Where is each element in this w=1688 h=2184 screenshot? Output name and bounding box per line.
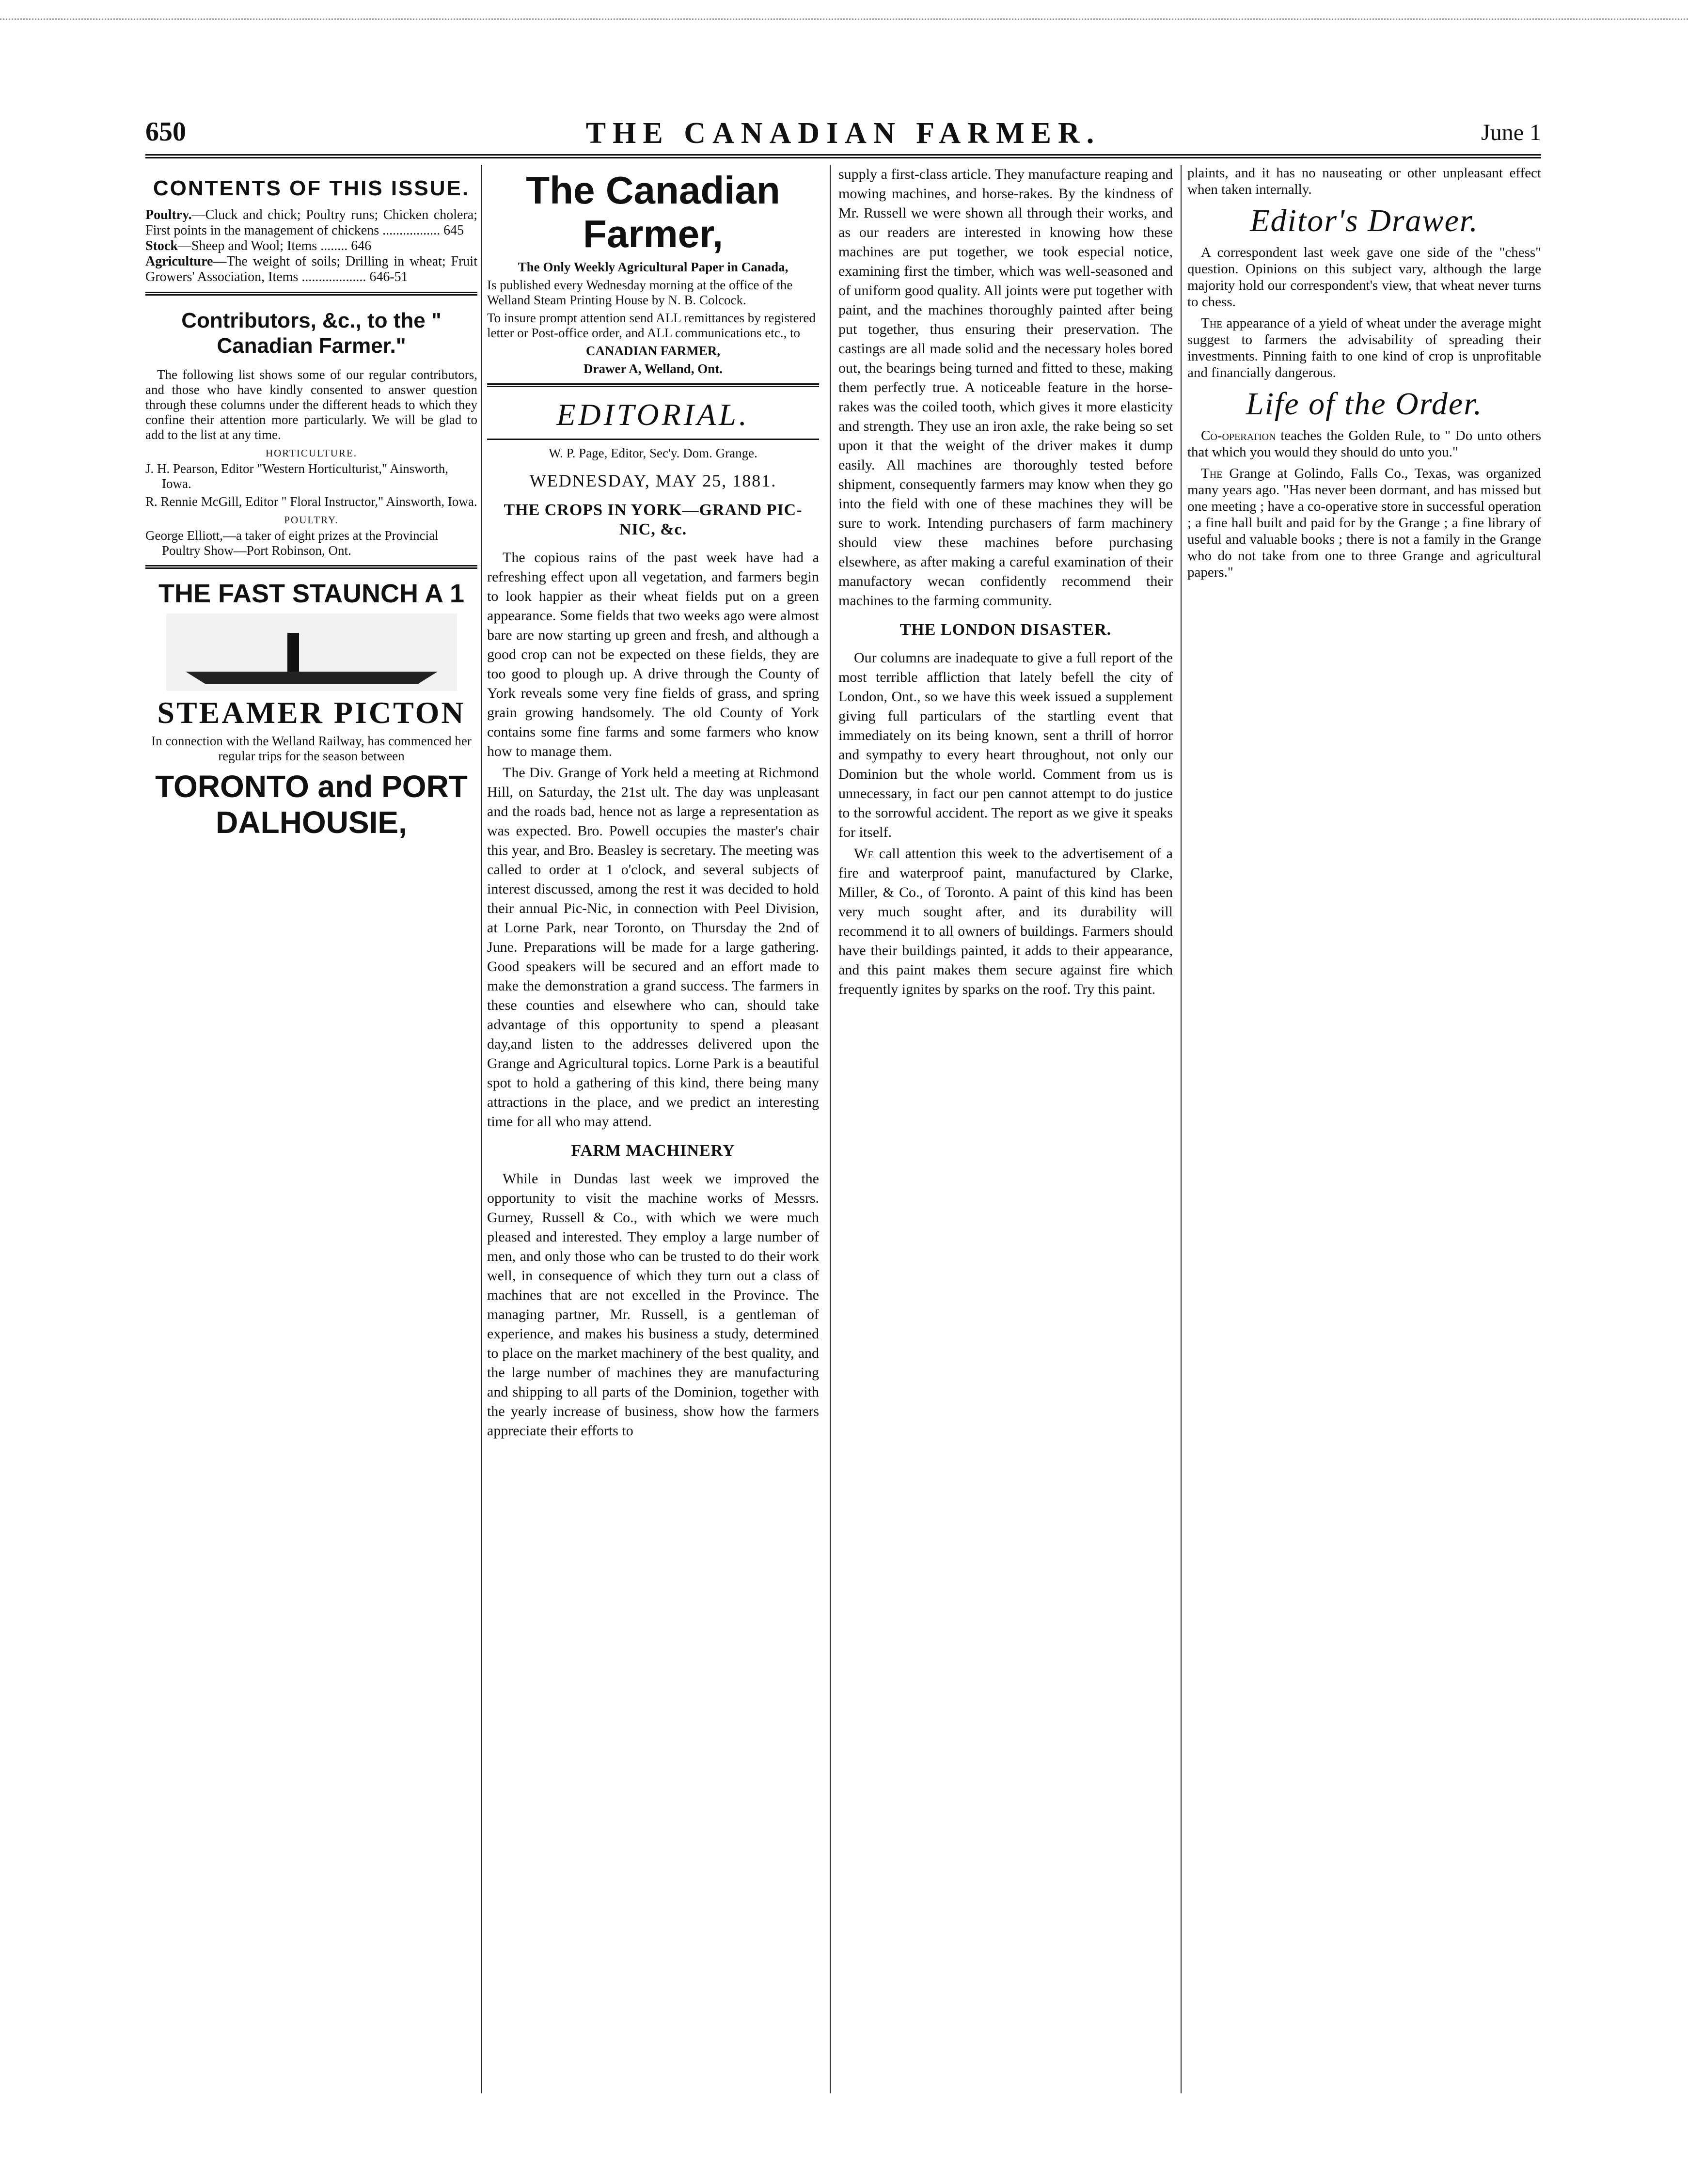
contributors-intro: The following list shows some of our regular contributors, and those who have kindly consented to answer question through these columns under the different heads to which they confine their attention more particularly. We will be glad to add to the list at any time. bbox=[145, 367, 477, 442]
article-paragraph: The Div. Grange of York held a meeting at Richmond Hill, on Saturday, the 21st ult. The day was unpleasant and the roads bad, hence not as large a representation as was expected. Bro. Powell occupies the master's chair this year, and Bro. Beasley is secretary. The meeting was called to order at 1 o'clock, and several subjects of interest discussed, among the rest it was decided to hold their annual Pic-Nic, in connection with Peel Division, at Lorne Park, near Toronto, on Thursday the 2nd of June. Preparations will be made for a large gathering. Good speakers will be secured and an effort made to make the demonstration a grand success. The farmers in these counties and elsewhere who can, should take advantage of this opportunity to spend a pleasant day,and listen to the addresses delivered upon the Grange and Agricultural topics. Lorne Park is a beautiful spot to hold a gathering of this kind, there being many attractions in the place, and we predict an interesting time for all who may attend. bbox=[487, 765, 819, 1130]
steamship-illustration bbox=[166, 613, 457, 691]
contributors-title: Contributors, &c., to the " Canadian Farmer." bbox=[181, 309, 442, 358]
contributor-line: J. H. Pearson, Editor "Western Horticulturist," Ainsworth, Iowa. bbox=[145, 461, 449, 491]
contributor-line: George Elliott,—a taker of eight prizes at the Provincial Poultry Show—Port Robinson, Ont. bbox=[145, 528, 439, 558]
article-paragraph: supply a first-class article. They manufacture reaping and mowing machines, and horse-rakes. By the kindness of Mr. Russell we were shown all through their works, and as our readers are interested in knowing how these machines are put together, we took especial notice, examining first the timber, which was well-seasoned and of uniform good quality. All joints were put together with paint, and the machines thoroughly painted after being put together, thus ensuring their preservation. The castings are all made solid and the necessary holes bored out, the bearings being turned and fitted to these, making them perfectly true. A noticeable feature in the horse-rakes was the coiled tooth, which gives it more elasticity and strength. They use an iron axle, the rake being so set upon it that the weight of the driver makes it dump easily. All machines are thoroughly tested before shipment, consequently farmers may know when they go into the field with one of these machines they will be sure to work. Intending purchasers of farm machinery should view these machines before purchasing elsewhere, as after making a careful examination of their manufactory wecan confidently recommend their machines to the farming community. bbox=[838, 166, 1173, 609]
article-paragraph: The Grange at Golindo, Falls Co., Texas, was organized many years ago. "Has never been dormant, and has missed but one meeting ; have a co-operative store in successful operation ; a fine hall built and paid for by the Grange ; a fine library of useful and valuable books ; there is not a family in the Grange who do not take from one to three Grange and agricultural papers." bbox=[1187, 466, 1541, 580]
contents-list bbox=[145, 207, 477, 285]
scan-edge-line bbox=[0, 18, 1688, 20]
header-rule bbox=[145, 154, 1541, 158]
editor-line: W. P. Page, Editor, Sec'y. Dom. Grange. bbox=[549, 446, 757, 460]
publication-notice: Is published every Wednesday morning at the office of the Welland Steam Printing House by N. B. Colcock. bbox=[487, 278, 793, 307]
article-heading: FARM MACHINERY bbox=[571, 1142, 735, 1160]
column-1 bbox=[145, 165, 477, 2103]
paper-subtitle: The Only Weekly Agricultural Paper in Canada, bbox=[518, 260, 789, 274]
contents-item: Stock—Sheep and Wool; Items ........ 646 bbox=[145, 238, 372, 253]
article-paragraph: A correspondent last week gave one side of the "chess" question. Opinions on this subject vary, although the large majority hold our correspondent's view, that wheat never turns to chess. bbox=[1187, 245, 1541, 310]
article-paragraph: The appearance of a yield of wheat under the average might suggest to farmers the advisability of spreading their investments. Pinning faith to one kind of crop is unprofitable and financially dangerous. bbox=[1187, 315, 1541, 380]
contents-item: Poultry.—Cluck and chick; Poultry runs; Chicken cholera; First points in the management of chickens ................. 645 bbox=[145, 207, 477, 238]
article-paragraph: plaints, and it has no nauseating or other unpleasant effect when taken internally. bbox=[1187, 165, 1541, 197]
editorial-heading: EDITORIAL. bbox=[556, 397, 750, 432]
advert-title: THE FAST STAUNCH A 1 bbox=[158, 579, 465, 608]
section-rule bbox=[145, 565, 477, 569]
column-3 bbox=[838, 165, 1173, 2103]
article-paragraph: Co-operation teaches the Golden Rule, to " Do unto others that which you would they should do unto you." bbox=[1187, 428, 1541, 460]
column-4 bbox=[1187, 165, 1541, 2103]
section-rule bbox=[487, 439, 819, 440]
article-heading: THE LONDON DISASTER. bbox=[899, 621, 1112, 639]
dateline: WEDNESDAY, MAY 25, 1881. bbox=[529, 471, 777, 490]
address-line: CANADIAN FARMER, bbox=[586, 344, 720, 358]
life-of-order-heading: Life of the Order. bbox=[1246, 386, 1483, 422]
article-paragraph: The copious rains of the past week have had a refreshing effect upon all vegetation, and farmers begin to look happier as their wheat fields put on a green appearance. Some fields that two weeks ago were almost bare are now starting up green and fresh, and although a good crop can not be expected on these fields, they are too good to plough up. A drive through the County of York reveals some very fine fields of grass, and spring grain growing handsomely. The old County of York contains some fine farms and some farmers who know how to manage them. bbox=[487, 550, 819, 759]
contrib-section-label: POULTRY. bbox=[284, 514, 339, 526]
column-divider bbox=[830, 165, 831, 2093]
contents-item: Agriculture—The weight of soils; Drilling in wheat; Fruit Growers' Association, Items ................... 646-51 bbox=[145, 254, 477, 284]
editors-drawer-heading: Editor's Drawer. bbox=[1250, 203, 1479, 238]
contents-title: CONTENTS OF THIS ISSUE. bbox=[153, 176, 470, 200]
article-paragraph: While in Dundas last week we improved the opportunity to visit the machine works of Messrs. Gurney, Russell & Co., with which we were much pleased and interested. They employ a large number of men, and only those who can be trusted to do their work well, in consequence of which they turn out a class of machines that are not excelled in the Province. The managing partner, Mr. Russell, is a gentleman of experience, and makes his business a study, determined to place on the market machinery of the best quality, and the large number of machines they are manufacturing and shipping to all parts of the Dominion, together with the yearly increase of business, show how the farmers appreciate their efforts to bbox=[487, 1171, 819, 1439]
column-2 bbox=[487, 165, 819, 2103]
address-line: Drawer A, Welland, Ont. bbox=[583, 361, 723, 376]
remittance-notice: To insure prompt attention send ALL remittances by registered letter or Post-office order, and ALL communications etc., to bbox=[487, 311, 816, 340]
contrib-section-label: HORTICULTURE. bbox=[265, 447, 358, 459]
issue-date: June 1 bbox=[1481, 120, 1541, 145]
steamer-name: STEAMER PICTON bbox=[157, 695, 466, 730]
section-rule bbox=[145, 292, 477, 296]
steamer-subtitle: In connection with the Welland Railway, has commenced her regular trips for the season between bbox=[151, 734, 472, 763]
section-rule bbox=[487, 383, 819, 387]
paper-title: The Canadian Farmer, bbox=[526, 169, 780, 255]
article-paragraph: Our columns are inadequate to give a full report of the most terrible affliction that lately befell the city of London, Ont., so we have this week issued a supplement giving full particulars of the startling event that immediately on its being known, sent a thrill of horror and sympathy to every heart throughout, not only our Dominion but the whole world. Comment from us is unnecessary, in fact our pen cannot attempt to do justice to the sorrowful accident. The report as we give it speaks for itself. bbox=[838, 650, 1173, 840]
masthead: THE CANADIAN FARMER. bbox=[585, 117, 1101, 150]
column-divider bbox=[481, 165, 482, 2093]
article-paragraph: We call attention this week to the advertisement of a fire and waterproof paint, manufactured by Clarke, Miller, & Co., of Toronto. A paint of this kind has been very much sought after, and its durability will recommend it to all owners of buildings. Farmers should have their buildings painted, it adds to their appearance, and this paint makes them secure against fire which frequently ignites by sparks on the roof. Try this paint. bbox=[838, 846, 1173, 997]
column-divider bbox=[1181, 165, 1182, 2093]
page-number: 650 bbox=[145, 117, 186, 147]
article-heading: THE CROPS IN YORK—GRAND PIC-NIC, &c. bbox=[504, 501, 803, 538]
contributor-line: R. Rennie McGill, Editor " Floral Instructor," Ainsworth, Iowa. bbox=[145, 494, 477, 509]
route-title: TORONTO and PORT DALHOUSIE, bbox=[155, 769, 468, 840]
page-header bbox=[145, 116, 1541, 160]
